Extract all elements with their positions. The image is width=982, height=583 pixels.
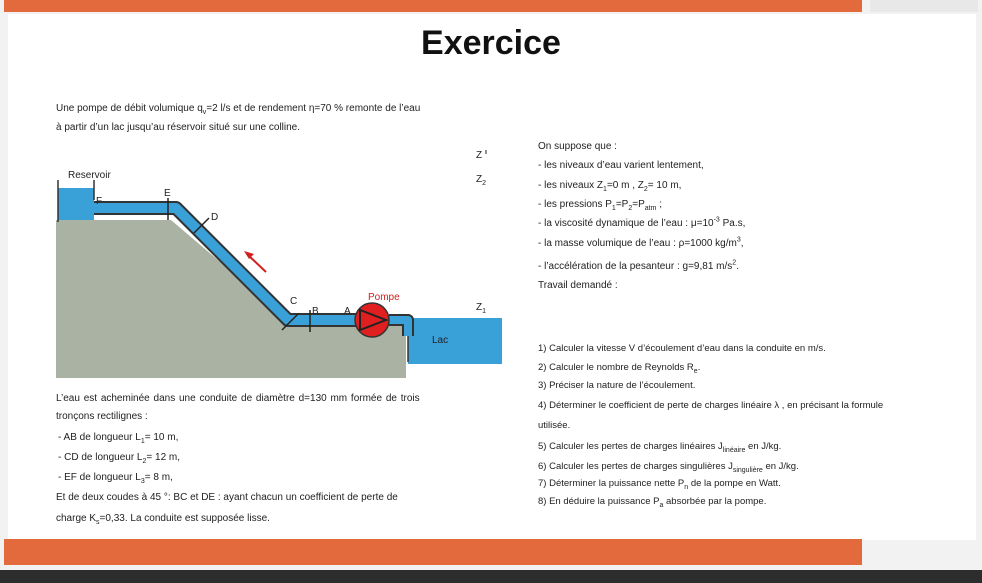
q8-a: 8) En déduire la puissance P <box>538 496 660 507</box>
h6-sup: 2 <box>732 259 737 267</box>
top-right-strip <box>870 0 978 12</box>
label-reservoir: Reservoir <box>68 170 111 181</box>
h2-c: = 10 m, <box>647 180 682 191</box>
bottom-accent-bar <box>4 539 862 565</box>
q2-sub: e <box>693 367 698 375</box>
item1-sub: 1 <box>140 438 145 445</box>
question-8 <box>538 496 766 508</box>
label-z: Z <box>476 150 483 161</box>
question-3: 3) Préciser la nature de l’écoulement. <box>538 380 696 391</box>
left-para-2b <box>56 513 270 525</box>
label-z1-letter: Z <box>476 302 483 313</box>
q8-b: absorbée par la pompe. <box>663 496 767 507</box>
item2-sub: 2 <box>142 458 147 465</box>
q5-sub: linéaire <box>722 446 746 454</box>
left-item-ab <box>58 432 178 444</box>
right-h5 <box>538 238 744 250</box>
h3-sub3: atm <box>644 205 657 212</box>
label-e: E <box>164 188 171 199</box>
question-6 <box>538 461 799 473</box>
label-z2 <box>476 174 486 187</box>
h2-sub1: 1 <box>603 186 607 193</box>
h3-a: - les pressions P <box>538 199 612 210</box>
item3-a: - EF de longueur L <box>58 472 141 483</box>
intro-line-1 <box>56 103 420 115</box>
intro-line-2: à partir d’un lac jusqu’au réservoir situé sur une colline. <box>56 122 301 133</box>
right-h2 <box>538 180 681 192</box>
p2b-a: charge K <box>56 513 97 524</box>
item2-a: - CD de longueur L <box>58 452 143 463</box>
h3-c: =P <box>632 199 645 210</box>
item1-b: = 10 m, <box>144 432 179 443</box>
label-a: A <box>344 306 351 317</box>
right-h3 <box>538 199 662 211</box>
h5-a: - la masse volumique de l’eau : ρ=1000 kg/m <box>538 238 737 249</box>
right-travail: Travail demandé : <box>538 280 618 291</box>
h2-b: =0 m , Z <box>606 180 644 191</box>
question-4: 4) Déterminer le coefficient de perte de charges linéaire λ , en précisant la formule <box>538 400 884 411</box>
h2-sub2: 2 <box>643 186 648 193</box>
item3-sub: 3 <box>140 478 145 485</box>
q8-sub: a <box>659 501 664 509</box>
hydraulic-diagram <box>56 140 504 380</box>
top-accent-bar <box>4 0 862 12</box>
q2-b: . <box>697 362 701 373</box>
label-z2-letter: Z <box>476 174 483 185</box>
bottom-dark-strip <box>0 570 982 583</box>
lake-water <box>408 318 502 364</box>
h5-sup: 3 <box>736 236 741 244</box>
left-para-1b: tronçons rectilignes : <box>56 411 148 422</box>
q5-a: 5) Calculer les pertes de charges linéaires J <box>538 441 723 452</box>
flow-arrow <box>248 255 266 272</box>
right-suppose: On suppose que : <box>538 141 617 152</box>
flow-arrowhead <box>244 251 254 259</box>
label-pompe: Pompe <box>368 292 400 303</box>
left-para-2a: Et de deux coudes à 45 °: BC et DE : ayant chacun un coefficient de perte de <box>56 492 398 503</box>
h4-a: - la viscosité dynamique de l’eau : μ=10 <box>538 218 714 229</box>
left-item-ef <box>58 472 173 484</box>
label-lac: Lac <box>432 335 449 346</box>
h6-a: - l’accélération de la pesanteur : g=9,81 m/s <box>538 261 733 272</box>
right-h4 <box>538 218 745 230</box>
intro-text-a: Une pompe de débit volumique q <box>56 103 203 114</box>
label-f: F <box>96 196 103 207</box>
h5-b: , <box>740 238 744 249</box>
left-item-cd <box>58 452 180 464</box>
q7-b: de la pompe en Watt. <box>688 478 781 489</box>
h6-b: . <box>736 261 739 272</box>
question-1: 1) Calculer la vitesse V d’écoulement d’eau dans la conduite en m/s. <box>538 343 826 354</box>
h3-sub2: 2 <box>628 205 633 212</box>
item1-a: - AB de longueur L <box>58 432 141 443</box>
intro-text-b: =2 l/s et de rendement η=70 % remonte de l’eau <box>206 103 421 114</box>
q5-b: en J/kg. <box>745 441 782 452</box>
label-z1 <box>476 302 486 315</box>
question-2 <box>538 362 700 374</box>
item3-b: = 8 m, <box>144 472 173 483</box>
hill-ground <box>56 220 406 378</box>
h2-a: - les niveaux Z <box>538 180 604 191</box>
h4-b: Pa.s, <box>719 218 746 229</box>
q6-sub: singulière <box>732 466 763 474</box>
label-b: B <box>312 306 319 317</box>
question-7 <box>538 478 781 490</box>
h4-sup: -3 <box>713 216 720 224</box>
q6-b: en J/kg. <box>762 461 799 472</box>
question-5 <box>538 441 781 453</box>
left-para-1a: L’eau est acheminée dans une conduite de diamètre d=130 mm formée de trois <box>56 393 420 404</box>
label-c: C <box>290 296 298 307</box>
intro-sub-v: v <box>202 109 207 116</box>
h3-sub1: 1 <box>611 205 616 212</box>
q7-a: 7) Déterminer la puissance nette P <box>538 478 685 489</box>
question-4b: utilisée. <box>538 420 571 431</box>
h3-d: ; <box>656 199 662 210</box>
reservoir-water <box>58 188 94 220</box>
right-h6 <box>538 261 739 273</box>
p2b-c: =0,33. La conduite est supposée lisse. <box>99 513 270 524</box>
label-z1-sub: 1 <box>482 308 487 315</box>
h3-b: =P <box>615 199 629 210</box>
item2-b: = 12 m, <box>146 452 181 463</box>
slide-title: Exercice <box>421 24 561 62</box>
label-d: D <box>211 212 219 223</box>
q6-a: 6) Calculer les pertes de charges singulières J <box>538 461 733 472</box>
label-z2-sub: 2 <box>482 180 487 187</box>
right-h1: - les niveaux d’eau varient lentement, <box>538 160 704 171</box>
q7-sub: n <box>684 483 689 491</box>
p2b-sub: s <box>96 519 100 526</box>
q2-a: 2) Calculer le nombre de Reynolds R <box>538 362 694 373</box>
